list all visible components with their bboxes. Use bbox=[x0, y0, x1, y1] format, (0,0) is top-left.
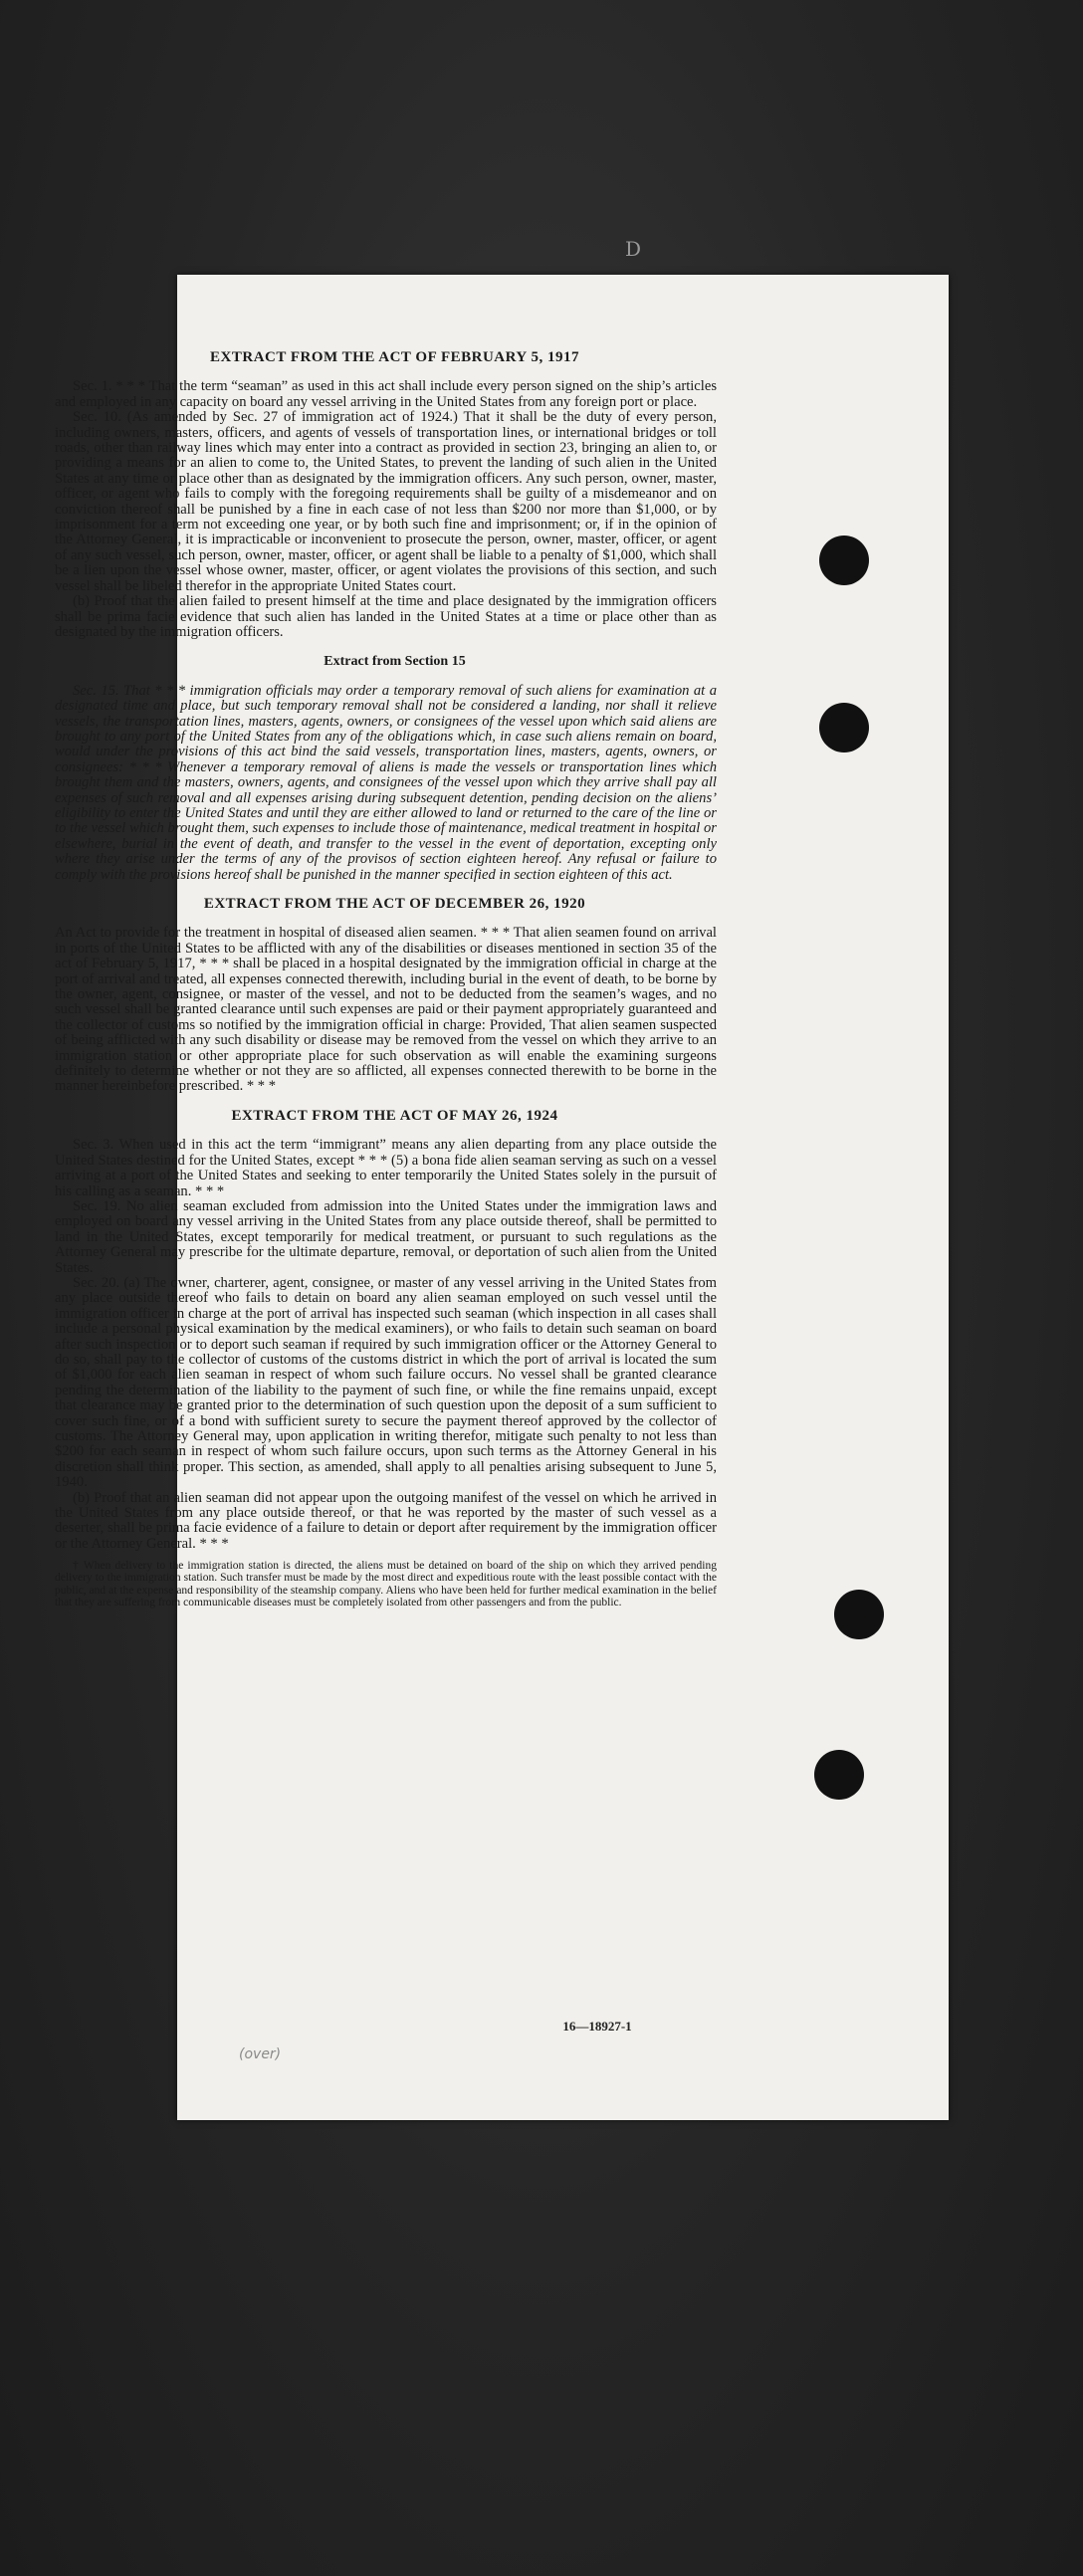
paragraph-sec15: Sec. 15. That * * * immigration officials may order a temporary removal of such aliens for examination at a designated time and place, but such temporary removal shall not be considered a landing, nor shall it relieve vessels, the transportation lines, masters, agents, owners, or consignees of the vessel upon which said aliens are brought to any port of the United States from any of the obligations which, in case such aliens remain on board, would under the provisions of this act bind the said vessels, transportation lines, masters, agents, owners, or consignees: * * * Whenever a temporary removal of aliens is made the vessels or transportation lines which brought them and the masters, owners, agents, and consignees of the vessel upon which they arrive shall pay all expenses of such removal and all expenses arising during subsequent detention, pending decision on the aliens’ eligibility to enter the United States and until they are either allowed to land or returned to the care of the line or to the vessel which brought them, such expenses to include those of maintenance, medical treatment in hospital or elsewhere, burial in the event of death, and transfer to the vessel in the event of deportation, excepting only where they arise under the terms of any of the provisos of section eighteen hereof. Any refusal or failure to comply with the provisions hereof shall be punished in the manner specified in section eighteen of this act. bbox=[55, 682, 717, 883]
pencil-note: (over) bbox=[239, 2046, 282, 2062]
corner-mark: D bbox=[625, 237, 642, 261]
heading-section-15: Extract from Section 15 bbox=[324, 654, 466, 670]
section-act-1917 bbox=[55, 350, 717, 1609]
paragraph-sec3: Sec. 3. When used in this act the term “immigrant” means any alien departing from any place outside the United States destined for the United States, except * * * (5) a bona fide alien seaman serving as such on a vessel arriving at a port of the United States and seeking to enter temporarily the United States solely in the pursuit of his calling as a seaman. * * * bbox=[55, 1137, 717, 1199]
paragraph-sec20: Sec. 20. (a) The owner, charterer, agent, consignee, or master of any vessel arriving in the United States from any place outside thereof who fails to detain on board any alien seaman employed on such vessel until the immigration officer in charge at the port of arrival has inspected such seaman (which inspection in all cases shall include a personal physical examination by the medical examiners), or who fails to detain such seaman on board after such inspection or to deport such seaman if required by such immigration officer or the Attorney General to do so, shall pay to the collector of customs of the customs district in which the port of arrival is located the sum of $1,000 for each alien seaman in respect of whom such failure occurs. No vessel shall be granted clearance pending the determination of the liability to the payment of such fine, or while the fine remains unpaid, except that clearance may be granted prior to the determination of such question upon the deposit of a sum sufficient to cover such fine, or of a bond with sufficient surety to secure the payment thereof approved by the collector of customs. The Attorney General may, upon application in writing therefor, mitigate such penalty to not less than $200 for each seaman in respect of whom such failure occurs, upon such terms as the Attorney General in his discretion shall think proper. This section, as amended, shall apply to all penalties arising subsequent to June 5, 1940. bbox=[55, 1274, 717, 1491]
form-number: 16—18927-1 bbox=[562, 2019, 632, 2034]
paragraph-sec10: Sec. 10. (As amended by Sec. 27 of immigration act of 1924.) That it shall be the duty of every person, including owners, masters, officers, and agents of vessels of transportation lines, or international bridges or toll roads, other than railway lines which may enter into a contract as provided in section 23, bringing an alien to, or providing a means for an alien to come to, the United States, to prevent the landing of such alien in the United States at any time or place other than as designated by the immigration officers. Any such person, owner, master, officer, or agent who fails to comply with the foregoing requirements shall be guilty of a misdemeanor and on conviction thereof shall be punished by a fine in each case of not less than $200 nor more than $1,000, or by imprisonment for a term not exceeding one year, or by both such fine and imprisonment; or, if in the opinion of the Attorney General, it is impracticable or inconvenient to prosecute the person, owner, master, officer, or agent of any such vessel, such person, owner, master, officer, or agent shall be liable to a penalty of $1,000, which shall be a lien upon the vessel whose owner, master, officer, or agent violates the provisions of this section, and such vessel shall be libeled therefor in the appropriate United States court. bbox=[55, 409, 717, 594]
punch-hole-1 bbox=[819, 536, 869, 585]
paragraph-sec1: Sec. 1. * * * That the term “seaman” as used in this act shall include every person signed on the ship’s articles and employed in any capacity on board any vessel arriving in the United States from any foreign port or place. bbox=[55, 378, 717, 410]
footnote: † When delivery to the immigration station is directed, the aliens must be detained on board of the ship on which they arrived pending delivery to the immigration station. Such transfer must be made by the most direct and expeditious route with the least possible contact with the public, and at the expense and responsibility of the steamship company. Aliens who have been held for further medical examination in the belief that they are suffering from communicable diseases must be completely isolated from other passengers and from the public. bbox=[55, 1560, 717, 1609]
punch-hole-3 bbox=[834, 1590, 884, 1639]
punch-hole-2 bbox=[819, 703, 869, 752]
heading-act-1920: EXTRACT FROM THE ACT OF DECEMBER 26, 1920 bbox=[203, 896, 586, 912]
punch-hole-4 bbox=[814, 1750, 864, 1800]
paragraph-sec19: Sec. 19. No alien seaman excluded from admission into the United States under the immigration laws and employed on board any vessel arriving in the United States from any place outside thereof, shall be permitted to land in the United States, except temporarily for medical treatment, or pursuant to such regulations as the Attorney General may prescribe for the ultimate departure, removal, or deportation of such alien from the United States. bbox=[55, 1197, 717, 1276]
heading-act-1917: EXTRACT FROM THE ACT OF FEBRUARY 5, 1917 bbox=[210, 349, 579, 365]
paragraph-sec10-b: (b) Proof that the alien failed to present himself at the time and place designated by the immigration officers shall be prima facie evidence that such alien has landed in the United States at a time or place other than as designated by the immigration officers. bbox=[55, 593, 717, 640]
paragraph-act-1920: An Act to provide for the treatment in hospital of diseased alien seamen. * * * That alien seamen found on arrival in ports of the United States to be afflicted with any of the disabilities or diseases mentioned in section 35 of the act of February 5, 1917, * * * shall be placed in a hospital designated by the immigration official in charge at the port of arrival and treated, all expenses connected therewith, including burial in the event of death, to be borne by the owner, agent, consignee, or master of the vessel, and not to be deducted from the seamen’s wages, and no such vessel shall be granted clearance until such expenses are paid or their payment appropriately guaranteed and the collector of customs so notified by the immigration official in charge: Provided, That alien seamen suspected of being afflicted with any such disability or disease may be removed from the vessel on which they arrive to an immigration station or other appropriate place for such observation as will enable the examining surgeons definitely to determine whether or not they are so afflicted, all expenses connected therewith to be borne in the manner hereinbefore prescribed. * * * bbox=[55, 925, 717, 1095]
paragraph-sec20-b: (b) Proof that an alien seaman did not appear upon the outgoing manifest of the vessel on which he arrived in the United States from any place outside thereof, or that he was reported by the master of such vessel as a deserter, shall be prima facie evidence of a failure to detain or deport after requirement by the immigration officer or the Attorney General. * * * bbox=[55, 1489, 717, 1552]
heading-act-1924: EXTRACT FROM THE ACT OF MAY 26, 1924 bbox=[231, 1107, 558, 1124]
